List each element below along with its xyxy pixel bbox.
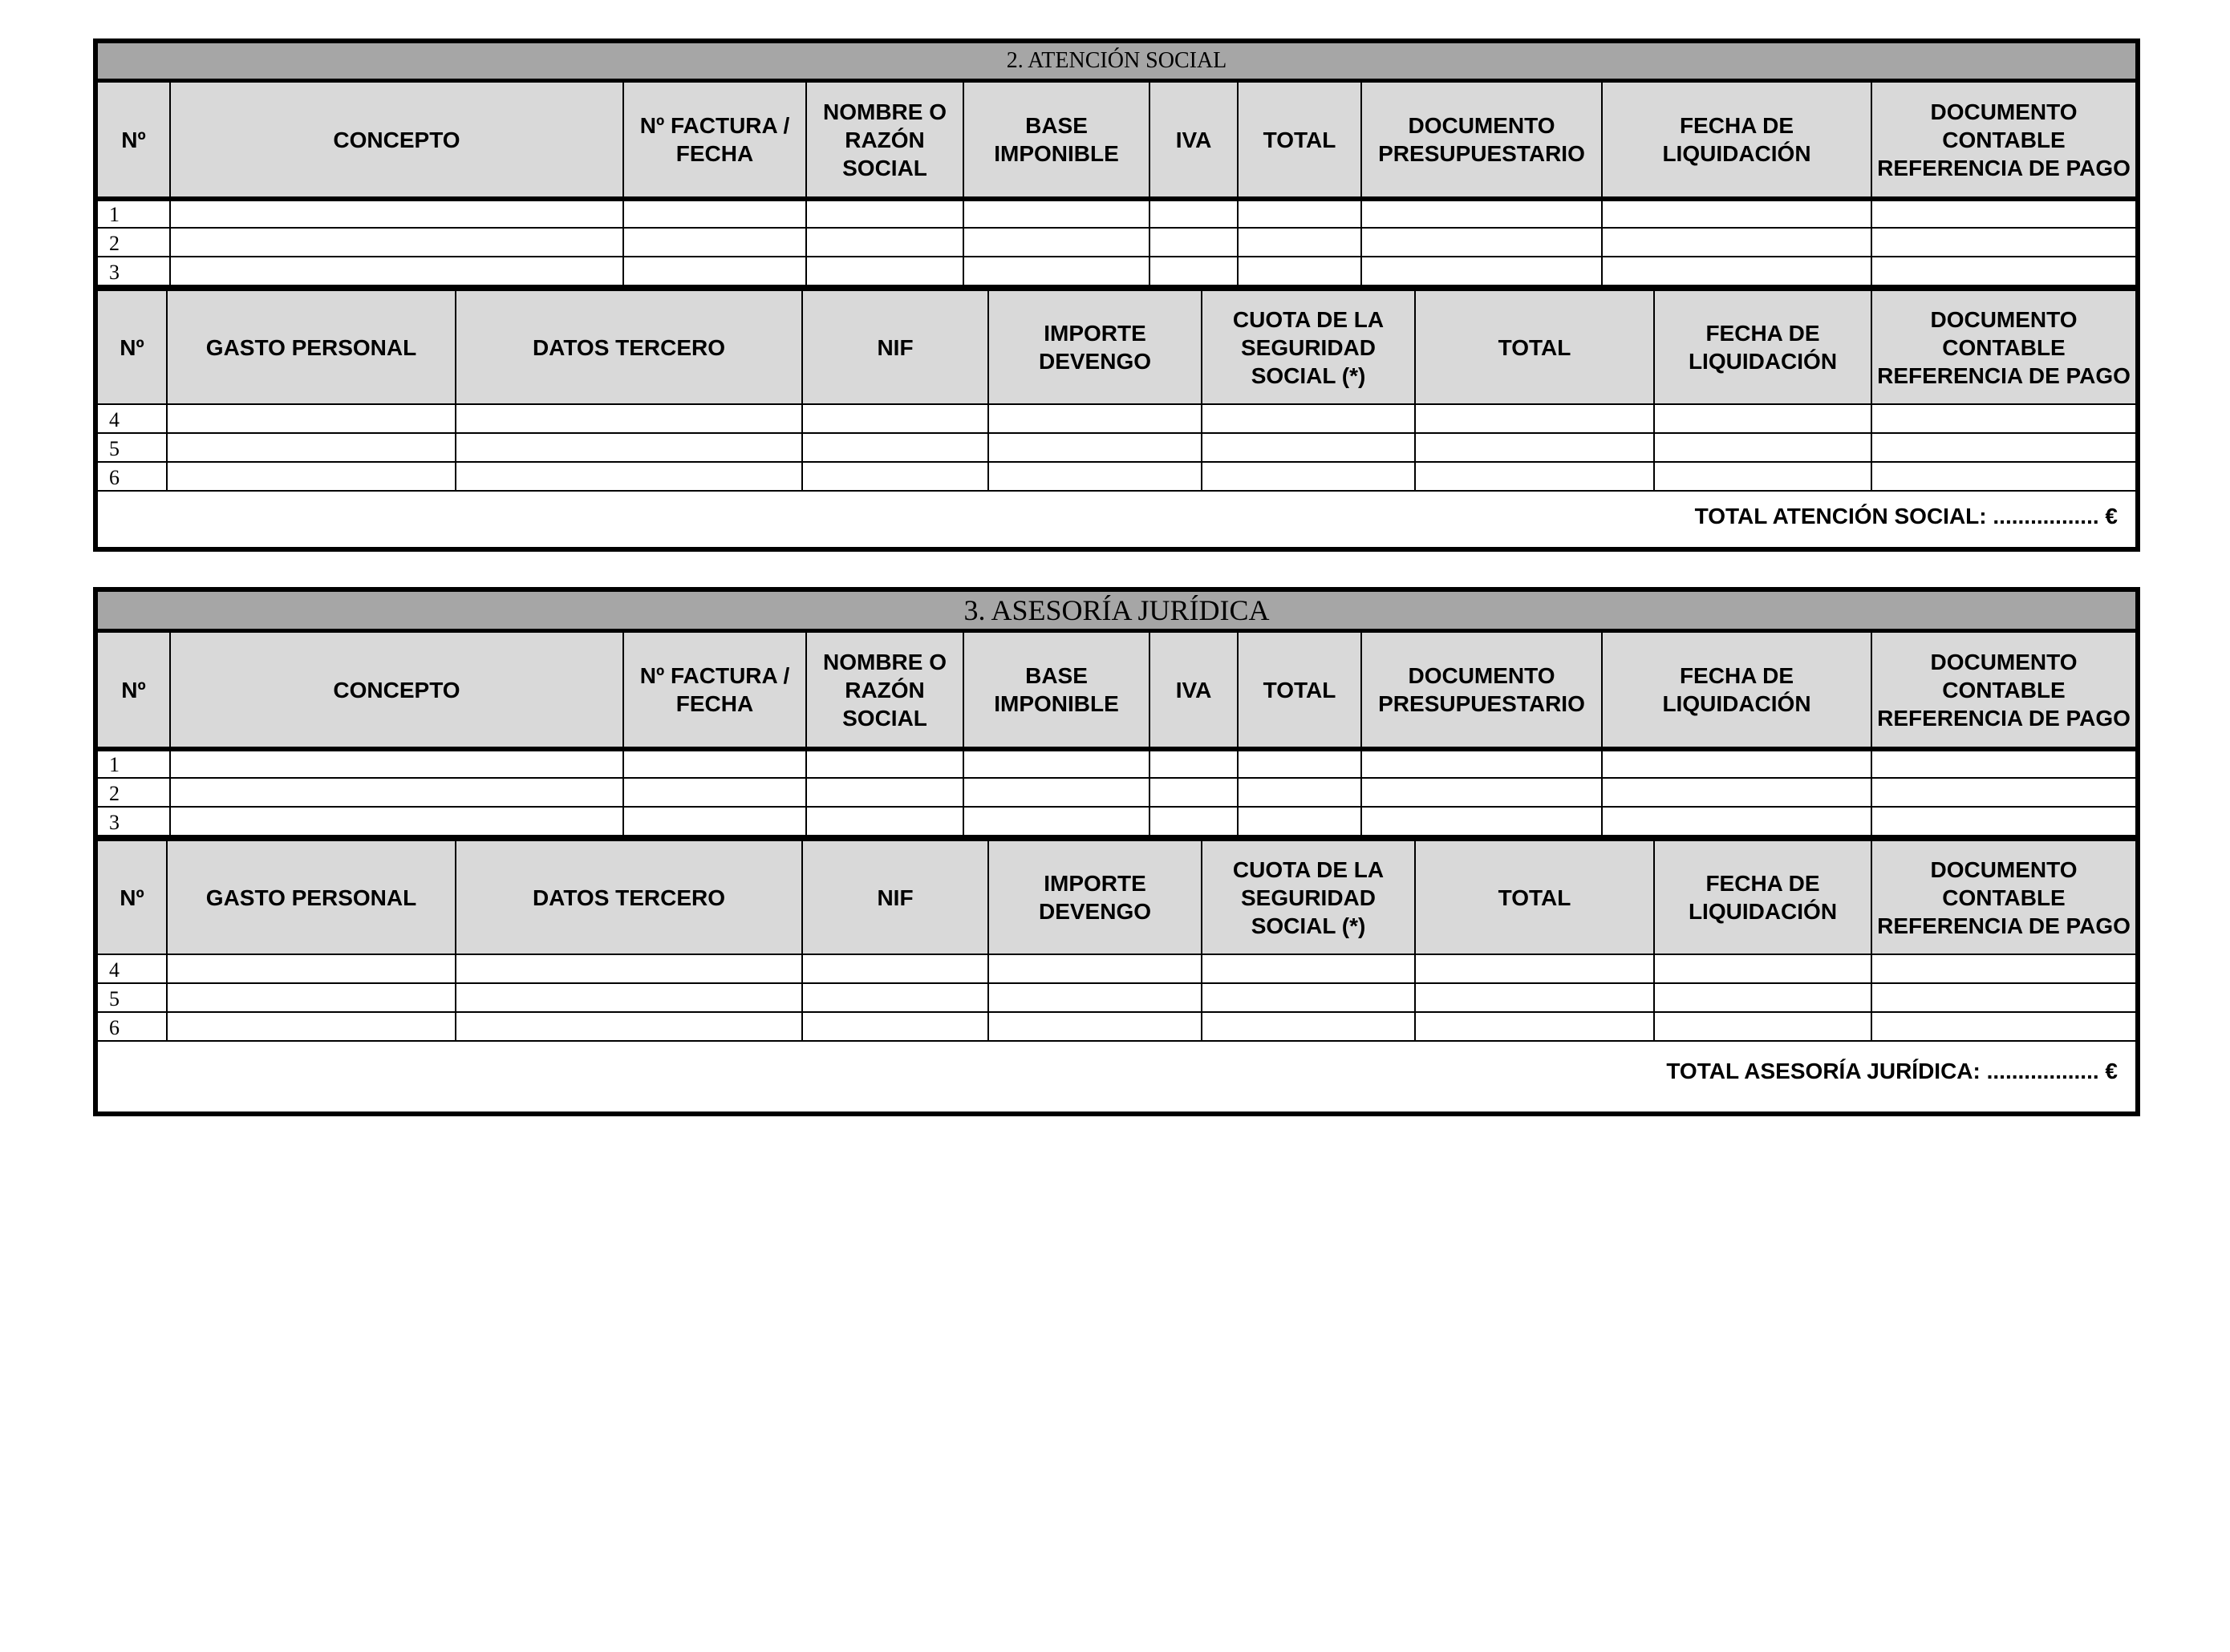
cell-nif[interactable] [802, 433, 988, 462]
cell-datos-tercero[interactable] [456, 433, 802, 462]
header-iva: IVA [1149, 632, 1238, 749]
header-documento-contable: DOCUMENTO CONTABLE REFERENCIA DE PAGO [1871, 82, 2135, 199]
row-number: 4 [98, 954, 167, 983]
cell-base-imponible[interactable] [963, 749, 1149, 778]
cell-nif[interactable] [802, 1012, 988, 1041]
cell-total[interactable] [1238, 199, 1361, 228]
header-documento-contable: DOCUMENTO CONTABLE REFERENCIA DE PAGO [1871, 839, 2135, 954]
header-nif: NIF [802, 289, 988, 404]
table-row [98, 199, 2135, 228]
cell-nombre[interactable] [806, 228, 963, 257]
total-asesoria-juridica: TOTAL ASESORÍA JURÍDICA: .................. € [1666, 1059, 2118, 1083]
cell-documento-contable[interactable] [1871, 462, 2135, 491]
header-nif: NIF [802, 839, 988, 954]
cell-total[interactable] [1415, 954, 1654, 983]
cell-gasto-personal[interactable] [167, 404, 456, 433]
cell-fecha-liquidacion[interactable] [1654, 954, 1871, 983]
cell-concepto[interactable] [170, 749, 623, 778]
header-fecha-liquidacion: FECHA DE LIQUIDACIÓN [1654, 839, 1871, 954]
cell-nombre[interactable] [806, 778, 963, 807]
table-row [98, 404, 2135, 433]
cell-gasto-personal[interactable] [167, 1012, 456, 1041]
header-documento-presupuestario: DOCUMENTO PRESUPUESTARIO [1361, 82, 1602, 199]
cell-iva[interactable] [1149, 257, 1238, 285]
cell-documento-presupuestario[interactable] [1361, 807, 1602, 836]
cell-nif[interactable] [802, 462, 988, 491]
cell-nif[interactable] [802, 954, 988, 983]
table-row [98, 462, 2135, 491]
header-fecha-liquidacion: FECHA DE LIQUIDACIÓN [1654, 289, 1871, 404]
header-documento-presupuestario: DOCUMENTO PRESUPUESTARIO [1361, 632, 1602, 749]
header-factura-fecha: Nº FACTURA / FECHA [623, 82, 806, 199]
cell-factura-fecha[interactable] [623, 228, 806, 257]
header-fecha-liquidacion: FECHA DE LIQUIDACIÓN [1602, 82, 1871, 199]
cell-total[interactable] [1238, 778, 1361, 807]
cell-nombre[interactable] [806, 749, 963, 778]
cell-fecha-liquidacion[interactable] [1654, 462, 1871, 491]
header-importe-devengo: IMPORTE DEVENGO [988, 839, 1202, 954]
cell-factura-fecha[interactable] [623, 749, 806, 778]
table-row [98, 778, 2135, 807]
table-row [98, 433, 2135, 462]
header-concepto: CONCEPTO [170, 632, 623, 749]
cell-datos-tercero[interactable] [456, 983, 802, 1012]
cell-documento-contable[interactable] [1871, 983, 2135, 1012]
table-header-row [98, 289, 2135, 404]
cell-nombre[interactable] [806, 199, 963, 228]
cell-cuota-seguridad-social[interactable] [1202, 954, 1415, 983]
cell-gasto-personal[interactable] [167, 433, 456, 462]
cell-fecha-liquidacion[interactable] [1602, 807, 1871, 836]
table-row [98, 983, 2135, 1012]
cell-importe-devengo[interactable] [988, 404, 1202, 433]
table-row [98, 954, 2135, 983]
table-header-row [98, 632, 2135, 749]
cell-importe-devengo[interactable] [988, 954, 1202, 983]
header-total: TOTAL [1238, 632, 1361, 749]
section-asesoria-juridica [93, 587, 2140, 1116]
table-row [98, 257, 2135, 285]
cell-documento-presupuestario[interactable] [1361, 749, 1602, 778]
header-datos-tercero: DATOS TERCERO [456, 839, 802, 954]
header-factura-fecha: Nº FACTURA / FECHA [623, 632, 806, 749]
cell-cuota-seguridad-social[interactable] [1202, 433, 1415, 462]
cell-documento-contable[interactable] [1871, 257, 2135, 285]
header-nombre-razon-social: NOMBRE O RAZÓN SOCIAL [806, 632, 963, 749]
header-total: TOTAL [1415, 289, 1654, 404]
cell-nif[interactable] [802, 983, 988, 1012]
header-total: TOTAL [1415, 839, 1654, 954]
row-number: 2 [98, 778, 170, 807]
cell-documento-contable[interactable] [1871, 404, 2135, 433]
cell-total[interactable] [1415, 1012, 1654, 1041]
row-number: 6 [98, 462, 167, 491]
row-number: 3 [98, 807, 170, 836]
cell-importe-devengo[interactable] [988, 983, 1202, 1012]
cell-importe-devengo[interactable] [988, 433, 1202, 462]
cell-fecha-liquidacion[interactable] [1654, 404, 1871, 433]
cell-iva[interactable] [1149, 228, 1238, 257]
row-number: 3 [98, 257, 170, 285]
header-nombre-razon-social: NOMBRE O RAZÓN SOCIAL [806, 82, 963, 199]
header-documento-contable: DOCUMENTO CONTABLE REFERENCIA DE PAGO [1871, 632, 2135, 749]
cell-factura-fecha[interactable] [623, 778, 806, 807]
cell-documento-contable[interactable] [1871, 807, 2135, 836]
cell-base-imponible[interactable] [963, 807, 1149, 836]
cell-documento-contable[interactable] [1871, 1012, 2135, 1041]
cell-documento-contable[interactable] [1871, 228, 2135, 257]
cell-fecha-liquidacion[interactable] [1602, 778, 1871, 807]
header-cuota-seguridad-social: CUOTA DE LA SEGURIDAD SOCIAL (*) [1202, 289, 1415, 404]
cell-documento-presupuestario[interactable] [1361, 778, 1602, 807]
cell-factura-fecha[interactable] [623, 807, 806, 836]
cell-nif[interactable] [802, 404, 988, 433]
cell-factura-fecha[interactable] [623, 257, 806, 285]
cell-documento-contable[interactable] [1871, 749, 2135, 778]
cell-importe-devengo[interactable] [988, 1012, 1202, 1041]
table-row [98, 1012, 2135, 1041]
cell-gasto-personal[interactable] [167, 954, 456, 983]
cell-concepto[interactable] [170, 807, 623, 836]
row-number: 4 [98, 404, 167, 433]
cell-fecha-liquidacion[interactable] [1602, 257, 1871, 285]
header-numero: Nº [98, 289, 167, 404]
cell-base-imponible[interactable] [963, 778, 1149, 807]
cell-documento-contable[interactable] [1871, 778, 2135, 807]
table-row [98, 807, 2135, 836]
cell-base-imponible[interactable] [963, 257, 1149, 285]
cell-gasto-personal[interactable] [167, 983, 456, 1012]
cell-fecha-liquidacion[interactable] [1654, 1012, 1871, 1041]
cell-iva[interactable] [1149, 807, 1238, 836]
cell-documento-presupuestario[interactable] [1361, 228, 1602, 257]
header-numero: Nº [98, 839, 167, 954]
cell-datos-tercero[interactable] [456, 954, 802, 983]
cell-base-imponible[interactable] [963, 199, 1149, 228]
cell-total[interactable] [1415, 983, 1654, 1012]
cell-documento-contable[interactable] [1871, 433, 2135, 462]
row-number: 5 [98, 983, 167, 1012]
row-number: 1 [98, 199, 170, 228]
cell-fecha-liquidacion[interactable] [1602, 199, 1871, 228]
header-base-imponible: BASE IMPONIBLE [963, 632, 1149, 749]
cell-concepto[interactable] [170, 257, 623, 285]
cell-importe-devengo[interactable] [988, 462, 1202, 491]
cell-factura-fecha[interactable] [623, 199, 806, 228]
cell-concepto[interactable] [170, 228, 623, 257]
row-number: 6 [98, 1012, 167, 1041]
cell-datos-tercero[interactable] [456, 462, 802, 491]
row-number: 1 [98, 749, 170, 778]
header-gasto-personal: GASTO PERSONAL [167, 289, 456, 404]
cell-total[interactable] [1415, 404, 1654, 433]
header-base-imponible: BASE IMPONIBLE [963, 82, 1149, 199]
personnel-table [98, 286, 2135, 492]
cell-datos-tercero[interactable] [456, 404, 802, 433]
cell-cuota-seguridad-social[interactable] [1202, 1012, 1415, 1041]
cell-cuota-seguridad-social[interactable] [1202, 462, 1415, 491]
total-atencion-social: TOTAL ATENCIÓN SOCIAL: ................. € [1694, 504, 2118, 528]
cell-datos-tercero[interactable] [456, 1012, 802, 1041]
cell-cuota-seguridad-social[interactable] [1202, 983, 1415, 1012]
row-number: 2 [98, 228, 170, 257]
table-row [98, 228, 2135, 257]
header-gasto-personal: GASTO PERSONAL [167, 839, 456, 954]
header-concepto: CONCEPTO [170, 82, 623, 199]
section-title: 3. ASESORÍA JURÍDICA [98, 592, 2135, 631]
header-datos-tercero: DATOS TERCERO [456, 289, 802, 404]
cell-base-imponible[interactable] [963, 228, 1149, 257]
cell-fecha-liquidacion[interactable] [1654, 433, 1871, 462]
cell-gasto-personal[interactable] [167, 462, 456, 491]
table-row [98, 749, 2135, 778]
table-header-row [98, 82, 2135, 199]
header-total: TOTAL [1238, 82, 1361, 199]
cell-iva[interactable] [1149, 749, 1238, 778]
cell-concepto[interactable] [170, 778, 623, 807]
section-title: 2. ATENCIÓN SOCIAL [98, 43, 2135, 81]
cell-total[interactable] [1415, 462, 1654, 491]
cell-documento-presupuestario[interactable] [1361, 199, 1602, 228]
row-number: 5 [98, 433, 167, 462]
invoice-table [98, 631, 2135, 836]
header-cuota-seguridad-social: CUOTA DE LA SEGURIDAD SOCIAL (*) [1202, 839, 1415, 954]
cell-fecha-liquidacion[interactable] [1654, 983, 1871, 1012]
cell-fecha-liquidacion[interactable] [1602, 228, 1871, 257]
cell-cuota-seguridad-social[interactable] [1202, 404, 1415, 433]
header-iva: IVA [1149, 82, 1238, 199]
cell-total[interactable] [1238, 807, 1361, 836]
header-fecha-liquidacion: FECHA DE LIQUIDACIÓN [1602, 632, 1871, 749]
table-header-row [98, 839, 2135, 954]
personnel-table [98, 836, 2135, 1042]
cell-documento-presupuestario[interactable] [1361, 257, 1602, 285]
header-numero: Nº [98, 632, 170, 749]
section-atencion-social [93, 38, 2140, 552]
cell-nombre[interactable] [806, 807, 963, 836]
cell-iva[interactable] [1149, 199, 1238, 228]
cell-documento-contable[interactable] [1871, 954, 2135, 983]
cell-total[interactable] [1238, 228, 1361, 257]
cell-total[interactable] [1238, 257, 1361, 285]
cell-total[interactable] [1238, 749, 1361, 778]
header-documento-contable: DOCUMENTO CONTABLE REFERENCIA DE PAGO [1871, 289, 2135, 404]
invoice-table [98, 81, 2135, 286]
cell-nombre[interactable] [806, 257, 963, 285]
cell-iva[interactable] [1149, 778, 1238, 807]
cell-fecha-liquidacion[interactable] [1602, 749, 1871, 778]
header-numero: Nº [98, 82, 170, 199]
cell-concepto[interactable] [170, 199, 623, 228]
cell-documento-contable[interactable] [1871, 199, 2135, 228]
cell-total[interactable] [1415, 433, 1654, 462]
header-importe-devengo: IMPORTE DEVENGO [988, 289, 1202, 404]
